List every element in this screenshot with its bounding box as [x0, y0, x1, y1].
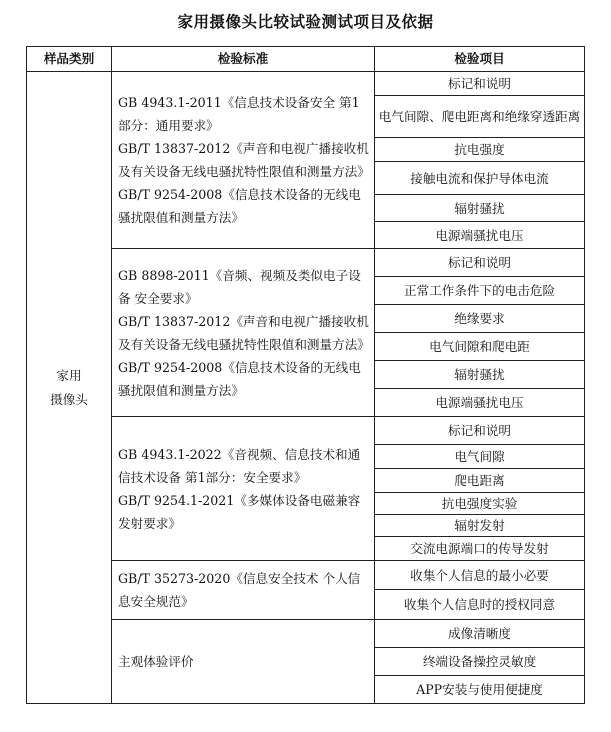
table-header-row: [27, 47, 585, 72]
test-item: 抗电强度: [375, 138, 585, 162]
standard-text: GB/T 13837-2012《声音和电视广播接收机及有关设备无线电骚扰特性限值和测量方法》: [118, 313, 370, 352]
test-item: 电气间隙: [375, 445, 585, 469]
table-row: [27, 72, 585, 96]
test-item: 电气间隙、爬电距离和绝缘穿透距离: [375, 96, 585, 138]
test-item: 绝缘要求: [375, 305, 585, 333]
test-item: 电源端骚扰电压: [375, 389, 585, 417]
header-item: 检验项目: [375, 47, 585, 72]
standard-text: GB/T 9254.1-2021《多媒体设备电磁兼容发射要求》: [118, 492, 361, 531]
test-item: 标记和说明: [375, 417, 585, 445]
test-item: 成像清晰度: [375, 620, 585, 648]
category-label: 家用 摄像头: [50, 367, 88, 407]
test-item: 电源端骚扰电压: [375, 222, 585, 249]
test-item: 标记和说明: [375, 72, 585, 96]
test-item: 终端设备操控灵敏度: [375, 648, 585, 676]
standard-text: GB 8898-2011《音频、视频及类似电子设备 安全要求》: [118, 267, 361, 306]
standard-text: GB/T 13837-2012《声音和电视广播接收机及有关设备无线电骚扰特性限值和测量方法》: [118, 141, 370, 179]
test-item: 标记和说明: [375, 249, 585, 277]
standard-cell: [112, 249, 375, 417]
standard-cell: [112, 620, 375, 704]
test-item: 接触电流和保护导体电流: [375, 162, 585, 195]
test-item: 收集个人信息时的授权同意: [375, 590, 585, 620]
test-item: 抗电强度实验: [375, 493, 585, 515]
test-item: 辐射骚扰: [375, 195, 585, 222]
standard-cell: [112, 72, 375, 249]
standard-text: GB 4943.1-2022《音视频、信息技术和通信技术设备 第1部分：安全要求》: [118, 446, 361, 485]
test-item: 交流电源端口的传导发射: [375, 537, 585, 561]
standard-text: GB/T 9254-2008《信息技术设备的无线电骚扰限值和测量方法》: [118, 187, 361, 225]
test-item: 收集个人信息的最小必要: [375, 561, 585, 590]
test-item: 正常工作条件下的电击危险: [375, 277, 585, 305]
header-standard: 检验标准: [112, 47, 375, 72]
document-title: 家用摄像头比较试验测试项目及依据: [177, 12, 434, 31]
standard-text: GB 4943.1-2011《信息技术设备安全 第1部分：通用要求》: [118, 95, 360, 133]
standard-text: GB/T 9254-2008《信息技术设备的无线电骚扰限值和测量方法》: [118, 359, 361, 398]
header-category: 样品类别: [27, 47, 112, 72]
test-item: 爬电距离: [375, 469, 585, 493]
test-items-table: [26, 46, 585, 704]
standard-text: GB/T 35273-2020《信息安全技术 个人信息安全规范》: [118, 571, 361, 609]
standard-text: 主观体验评价: [118, 654, 194, 669]
standard-cell: [112, 417, 375, 561]
test-item: 辐射发射: [375, 515, 585, 537]
test-item: 电气间隙和爬电距: [375, 333, 585, 361]
standard-cell: [112, 561, 375, 620]
test-item: APP安装与使用便捷度: [375, 676, 585, 704]
test-item: 辐射骚扰: [375, 361, 585, 389]
category-cell: [27, 72, 112, 704]
